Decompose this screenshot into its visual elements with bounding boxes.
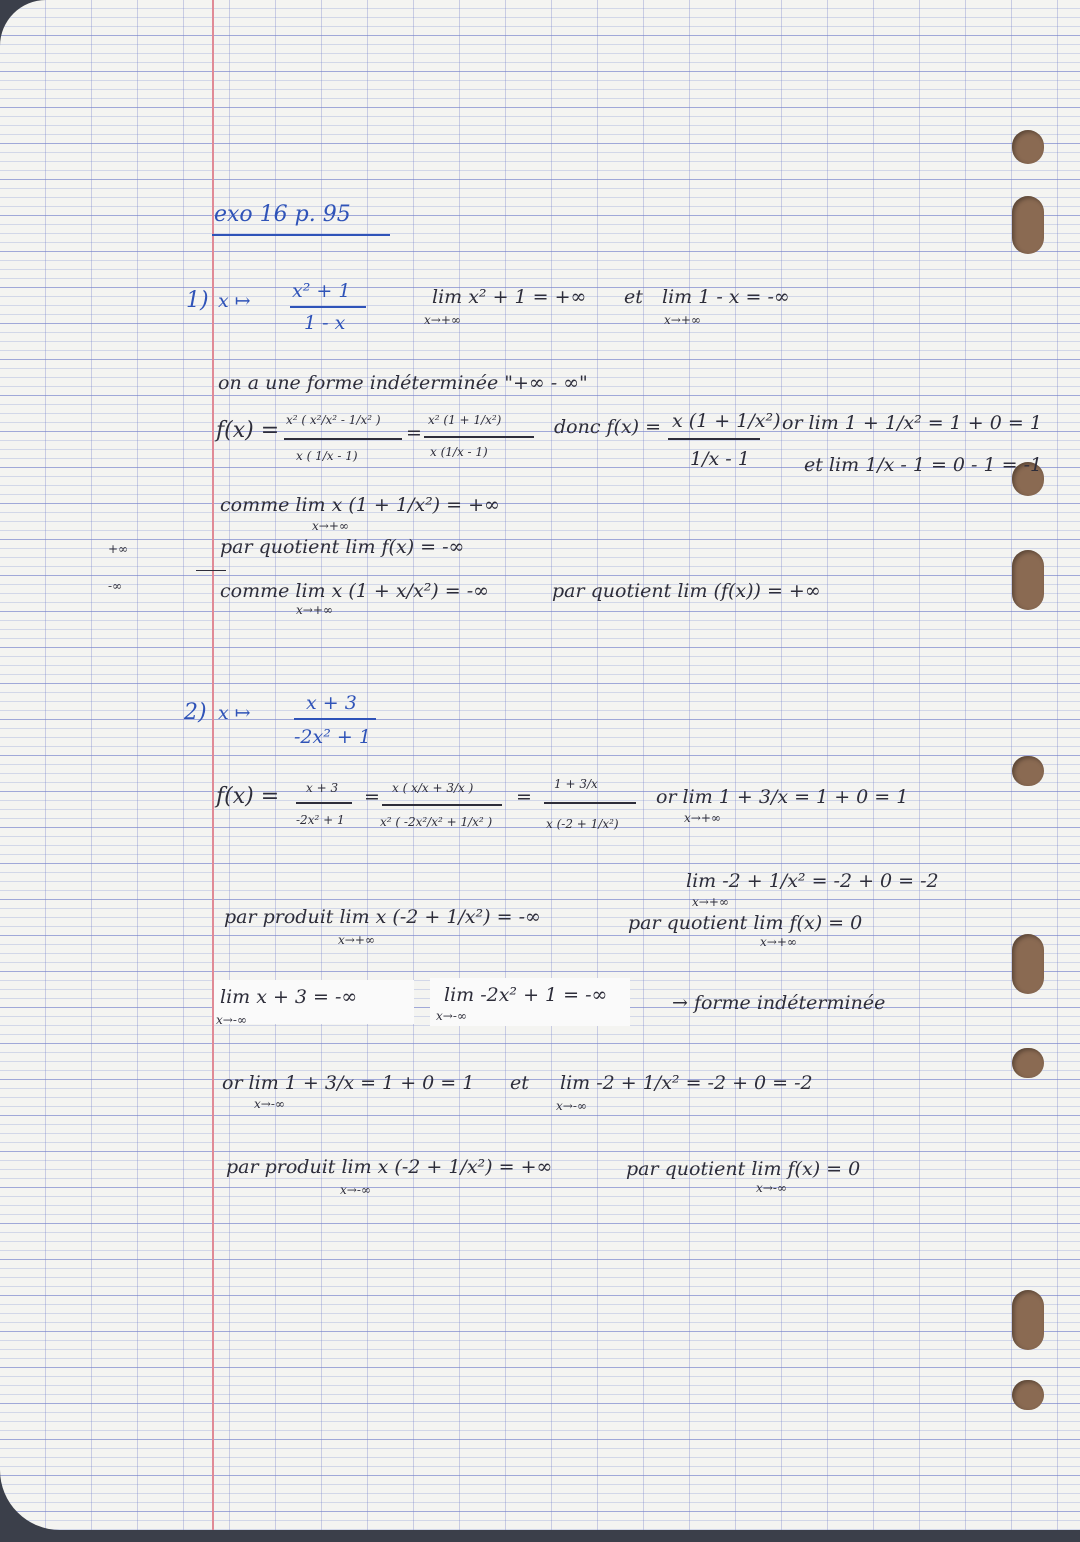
part1-comme2-sub: x→+∞: [296, 603, 333, 617]
fraction-bar: [544, 802, 636, 804]
part2-number: 2): [184, 700, 207, 725]
part1-step1-den: x ( 1/x - 1): [296, 449, 358, 463]
binder-hole: [1012, 1380, 1044, 1410]
part2-produit2: par produit lim x (-2 + 1/x²) = +∞: [226, 1156, 553, 1178]
part1-or-lim: or lim 1 + 1/x² = 1 + 0 = 1: [782, 412, 1042, 434]
fraction-bar: [668, 438, 760, 440]
equals: =: [516, 786, 532, 808]
part1-quotient1: par quotient lim f(x) = -∞: [220, 536, 465, 558]
part2-or-lim: or lim 1 + 3/x = 1 + 0 = 1: [656, 786, 909, 808]
part2-func-den: -2x² + 1: [294, 726, 371, 748]
part1-comme1: comme lim x (1 + 1/x²) = +∞: [220, 494, 500, 516]
part1-step1-num: x² ( x²/x² - 1/x² ): [286, 413, 381, 427]
part1-comme2: comme lim x (1 + x/x²) = -∞: [220, 580, 489, 602]
part1-func-num: x² + 1: [292, 280, 351, 302]
part2-lim-den-minus2: lim -2 + 1/x² = -2 + 0 = -2: [560, 1072, 813, 1094]
underline-mark: [196, 570, 226, 571]
margin-note-plus-inf: +∞: [108, 542, 129, 556]
part2-func-num: x + 3: [306, 692, 357, 714]
binder-hole: [1012, 130, 1044, 164]
part1-et-lim: et lim 1/x - 1 = 0 - 1 = -1: [804, 454, 1043, 476]
margin-note-minus-inf: -∞: [108, 579, 123, 593]
part1-final-den: 1/x - 1: [690, 448, 750, 470]
part2-produit1: par produit lim x (-2 + 1/x²) = -∞: [224, 906, 541, 928]
part2-lim-den-sub: x→+∞: [692, 895, 729, 909]
part1-fx-label: f(x) =: [216, 418, 280, 443]
binder-hole: [1012, 934, 1044, 994]
part2-s3-num: 1 + 3/x: [554, 777, 598, 791]
part2-produit2-sub: x→-∞: [340, 1183, 371, 1197]
part2-lim-num-minus-sub: x→-∞: [216, 1013, 247, 1027]
part1-lim2: lim 1 - x = -∞: [662, 286, 790, 308]
part1-lim2-sub: x→+∞: [664, 313, 701, 327]
part2-quotient2-sub: x→-∞: [756, 1181, 787, 1195]
part1-step2-num: x² (1 + 1/x²): [428, 413, 502, 427]
binder-hole: [1012, 1290, 1044, 1350]
part2-et: et: [510, 1072, 529, 1094]
part2-quotient1-sub: x→+∞: [760, 935, 797, 949]
fraction-bar: [290, 306, 366, 308]
part2-fx-label: f(x) =: [216, 784, 280, 809]
part1-and: et: [624, 286, 643, 308]
part2-or-lim-sub: x→+∞: [684, 811, 721, 825]
part2-or-lim-minus-sub: x→-∞: [254, 1097, 285, 1111]
part2-s2-den: x² ( -2x²/x² + 1/x² ): [380, 815, 493, 829]
part2-or-lim-minus: or lim 1 + 3/x = 1 + 0 = 1: [222, 1072, 475, 1094]
fraction-bar: [294, 718, 376, 720]
part2-lim-den-minus2-sub: x→-∞: [556, 1099, 587, 1113]
part2-func-var: x ↦: [218, 702, 251, 724]
part1-lim1-sub: x→+∞: [424, 313, 461, 327]
part2-quotient1: par quotient lim f(x) = 0: [628, 912, 863, 934]
part1-donc: donc f(x) =: [554, 416, 662, 438]
part1-func-var: x ↦: [218, 290, 251, 312]
part2-s3-den: x (-2 + 1/x²): [546, 817, 619, 831]
part1-quotient2: par quotient lim (f(x)) = +∞: [552, 580, 821, 602]
part2-s1-den: -2x² + 1: [296, 813, 345, 827]
part1-step2-den: x (1/x - 1): [430, 445, 488, 459]
binder-hole: [1012, 550, 1044, 610]
part1-func-den: 1 - x: [304, 312, 346, 334]
equals: =: [406, 422, 422, 444]
binder-hole: [1012, 196, 1044, 254]
part1-indeterminate: on a une forme indéterminée "+∞ - ∞": [218, 372, 588, 394]
part2-quotient2: par quotient lim f(x) = 0: [626, 1158, 861, 1180]
fraction-bar: [382, 804, 502, 806]
part2-s2-num: x ( x/x + 3/x ): [392, 781, 474, 795]
equals: =: [364, 786, 380, 808]
margin-line: [212, 0, 214, 1530]
part1-number: 1): [186, 288, 209, 313]
binder-hole: [1012, 1048, 1044, 1078]
part1-lim1: lim x² + 1 = +∞: [432, 286, 587, 308]
part2-lim-den: lim -2 + 1/x² = -2 + 0 = -2: [686, 870, 939, 892]
fraction-bar: [424, 436, 534, 438]
part2-lim-num-minus: lim x + 3 = -∞: [220, 986, 358, 1008]
binder-hole: [1012, 756, 1044, 786]
fraction-bar: [284, 438, 402, 440]
fraction-bar: [296, 802, 352, 804]
part1-final-num: x (1 + 1/x²): [672, 410, 781, 432]
part1-comme1-sub: x→+∞: [312, 519, 349, 533]
part2-indeterminate: → forme indéterminée: [672, 992, 886, 1014]
part2-s1-num: x + 3: [306, 781, 339, 795]
part2-lim-den-minus-sub: x→-∞: [436, 1009, 467, 1023]
page-title: exo 16 p. 95: [214, 202, 351, 227]
title-underline: [212, 234, 390, 236]
part2-produit1-sub: x→+∞: [338, 933, 375, 947]
part2-lim-den-minus: lim -2x² + 1 = -∞: [444, 984, 608, 1006]
